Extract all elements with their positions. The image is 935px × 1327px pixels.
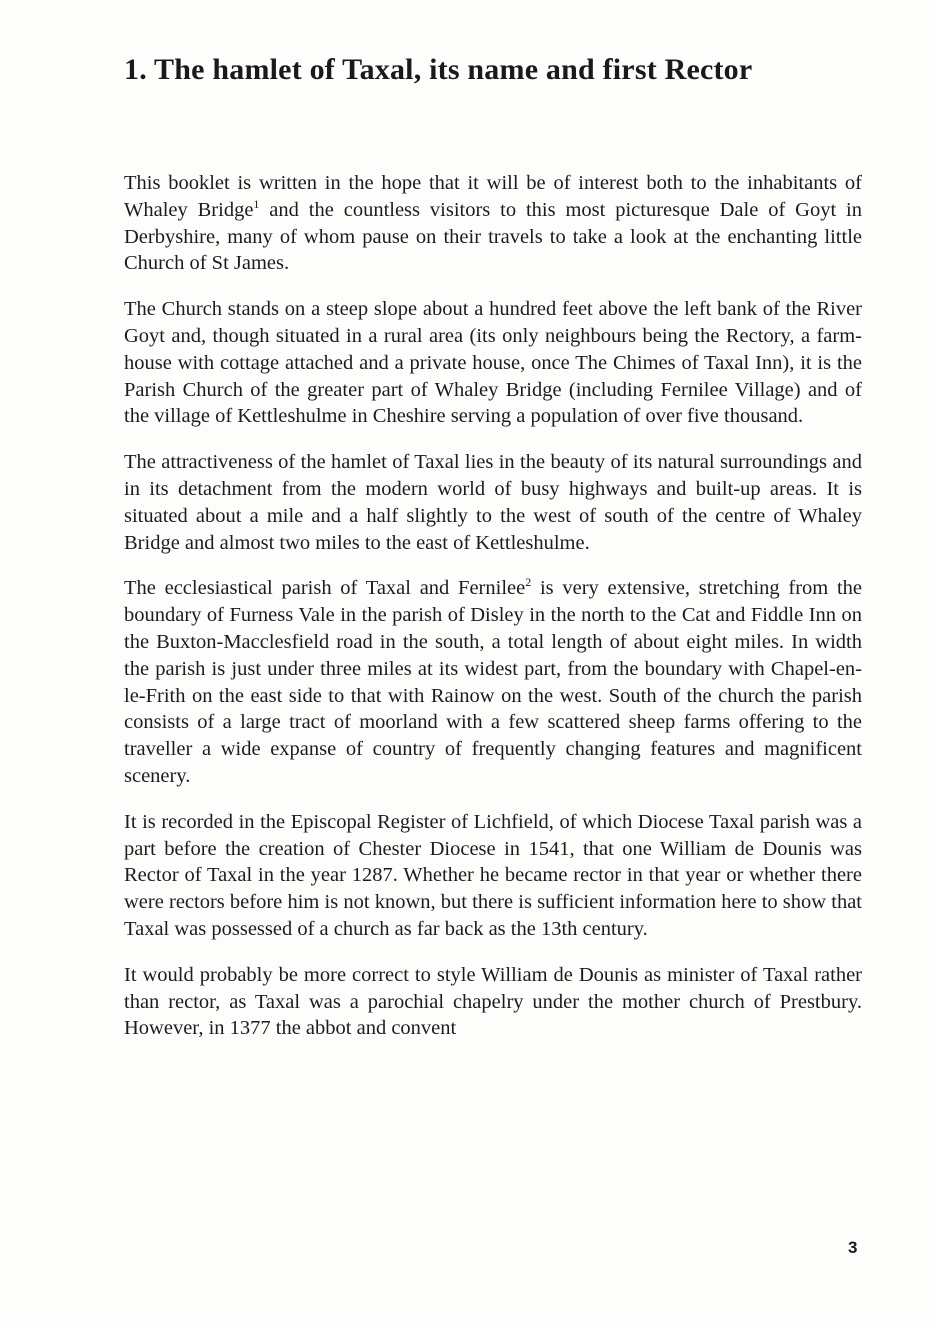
paragraph-episcopal-register: It is recorded in the Episcopal Register of Lichfield, of which Diocese Taxal parish was a part before the creation of Chester Diocese in 1541, that one William de Dounis was Rector of Taxal in the year 1287. Whether he became rector in that year or whether there were rectors before him is not known, but there is sufficient information here to show that Taxal was possessed of a church as far back as the 13th century. bbox=[124, 810, 862, 940]
paragraph-hamlet-attractiveness: The attractiveness of the hamlet of Taxal lies in the beauty of its natural surroundings and in its detachment from the modern world of busy highways and built-up areas. It is situated about a mile and a half slightly to the west of south of the centre of Whaley Bridge and almost two miles to the east of Kettleshulme. bbox=[124, 451, 862, 554]
chapter-heading: 1. The hamlet of Taxal, its name and first Rector bbox=[124, 53, 753, 86]
paragraph-minister-of-taxal: It would probably be more correct to style William de Dounis as minister of Taxal rather than rector, as Taxal was a parochial chapelry under the mother church of Prestbury. However, in 1377 the abbot and convent bbox=[124, 963, 862, 1040]
paragraph-church-location: The Church stands on a steep slope about a hundred feet above the left bank of the River Goyt and, though situated in a rural area (its only neighbours being the Rectory, a farm-house with cottage attached and a private house, once The Chimes of Taxal Inn), it is the Parish Church of the greater part of Whaley Bridge (including Fernilee Village) and of the village of Kettleshulme in Cheshire serving a population of over five thousand. bbox=[124, 298, 862, 428]
footnote-marker: 1 bbox=[253, 196, 260, 211]
paragraph-parish-extent bbox=[124, 575, 862, 789]
chapter-body bbox=[124, 170, 862, 1061]
paragraph-text: This booklet is written in the hope that it will be of interest both to the inhabitants of Whaley Bridge bbox=[124, 172, 862, 221]
paragraph-text: and the countless visitors to this most picturesque Dale of Goyt in Derbyshire, many of whom pause on their travels to take a look at the enchanting little Church of St James. bbox=[124, 198, 862, 275]
page-number: 3 bbox=[848, 1238, 858, 1257]
footnote-marker: 2 bbox=[525, 575, 532, 590]
paragraph-intro bbox=[124, 170, 862, 277]
paragraph-text: The ecclesiastical parish of Taxal and Fernilee bbox=[124, 577, 526, 600]
paragraph-text: is very extensive, stretching from the boundary of Furness Vale in the parish of Disley in the north to the Cat and Fiddle Inn on the Buxton-Macclesfield road in the south, a total length of about eight miles. In width the parish is just under three miles at its widest part, from the boundary with Chapel-en-le-Frith on the east side to that with Rainow on the west. South of the church the parish consists of a large tract of moorland with a few scattered sheep farms offering to the traveller a wide expanse of country of frequently changing features and magnificent scenery. bbox=[124, 577, 862, 787]
